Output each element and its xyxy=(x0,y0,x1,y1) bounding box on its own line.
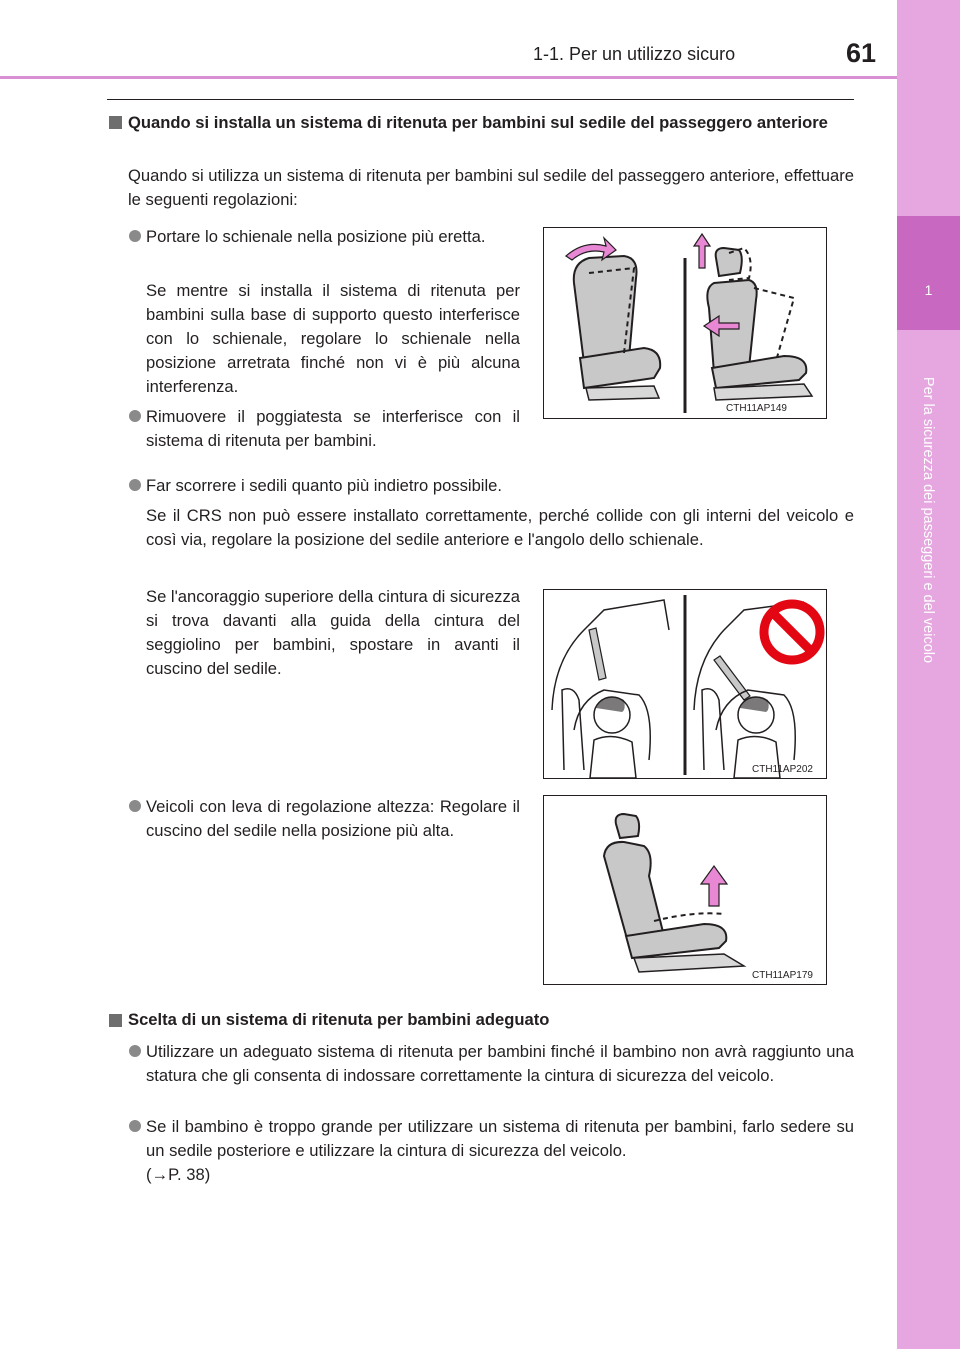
anchor-note: Se l'ancoraggio superiore della cintura di sicurezza si trova davanti alla guida della cintura del seggiolino per bambini, spostare in avanti il cuscino del sedile. xyxy=(146,587,520,678)
page-reference-link[interactable]: (→P. 38) xyxy=(146,1165,211,1184)
bullet-upright-seatback: Portare lo schienale nella posizione più eretta. xyxy=(146,227,486,246)
bullet-dot-icon xyxy=(129,230,141,242)
header-divider xyxy=(0,76,897,79)
heading-square-icon xyxy=(109,1014,122,1027)
bullet-upright-note: Se mentre si installa il sistema di ritenuta per bambini sulla base di supporto questo interferisce con lo schienale, regolare lo schienale nella posizione arretrata finché non vi è più alcuna interferenza. xyxy=(146,281,520,396)
bullet-slide-seats: Far scorrere i sedili quanto più indietro possibile. xyxy=(146,476,503,495)
figure-code: CTH11AP149 xyxy=(726,403,787,414)
bullet-dot-icon xyxy=(129,1045,141,1057)
header-section-title: 1-1. Per un utilizzo sicuro xyxy=(533,44,736,64)
section-divider xyxy=(107,99,854,100)
chapter-title: Per la sicurezza dei passeggeri e del veicolo xyxy=(920,376,936,664)
bullet-remove-headrest: Rimuovere il poggiatesta se interferisce con il sistema di ritenuta per bambini. xyxy=(146,407,520,450)
bullet-rear-seat: Se il bambino è troppo grande per utilizzare un sistema di ritenuta per bambini, farlo sedere su un sedile posteriore e utilizzare la cintura di sicurezza del veicolo. xyxy=(146,1117,854,1160)
chapter-number: 1 xyxy=(924,282,933,298)
figure-belt-anchor xyxy=(543,589,827,779)
section-heading-front-seat: Quando si installa un sistema di ritenuta per bambini sul sedile del passeggero anteriore xyxy=(128,113,828,132)
figure-code: CTH11AP179 xyxy=(752,970,813,981)
bullet-height-lever: Veicoli con leva di regolazione altezza: Regolare il cuscino del sedile nella posizione più alta. xyxy=(146,797,520,840)
seat-height-illustration xyxy=(544,796,826,984)
chapter-side-tab xyxy=(897,0,960,1349)
section-heading-choice: Scelta di un sistema di ritenuta per bambini adeguato xyxy=(128,1010,550,1029)
bullet-dot-icon xyxy=(129,1120,141,1132)
bullet-dot-icon xyxy=(129,410,141,422)
bullet-slide-seats-note: Se il CRS non può essere installato correttamente, perché collide con gli interni del veicolo e così via, regolare la posizione del sedile anteriore e l'angolo dello schienale. xyxy=(146,506,854,549)
child-seat-illustration xyxy=(544,590,826,778)
bullet-dot-icon xyxy=(129,479,141,491)
bullet-adequate-restraint: Utilizzare un adeguato sistema di ritenuta per bambini finché il bambino non avrà raggiunto una statura che gli consenta di indossare correttamente la cintura di sicurezza del veicolo. xyxy=(146,1042,854,1085)
heading-square-icon xyxy=(109,116,122,129)
figure-cushion-height xyxy=(543,795,827,985)
chapter-number-tab xyxy=(897,216,960,330)
figure-seatback-headrest xyxy=(543,227,827,419)
section-intro: Quando si utilizza un sistema di ritenuta per bambini sul sedile del passeggero anteriore, effettuare le seguenti regolazioni: xyxy=(128,166,854,209)
seat-illustration xyxy=(544,228,826,418)
figure-code: CTH11AP202 xyxy=(752,764,813,775)
bullet-dot-icon xyxy=(129,800,141,812)
page-number: 61 xyxy=(846,38,877,68)
